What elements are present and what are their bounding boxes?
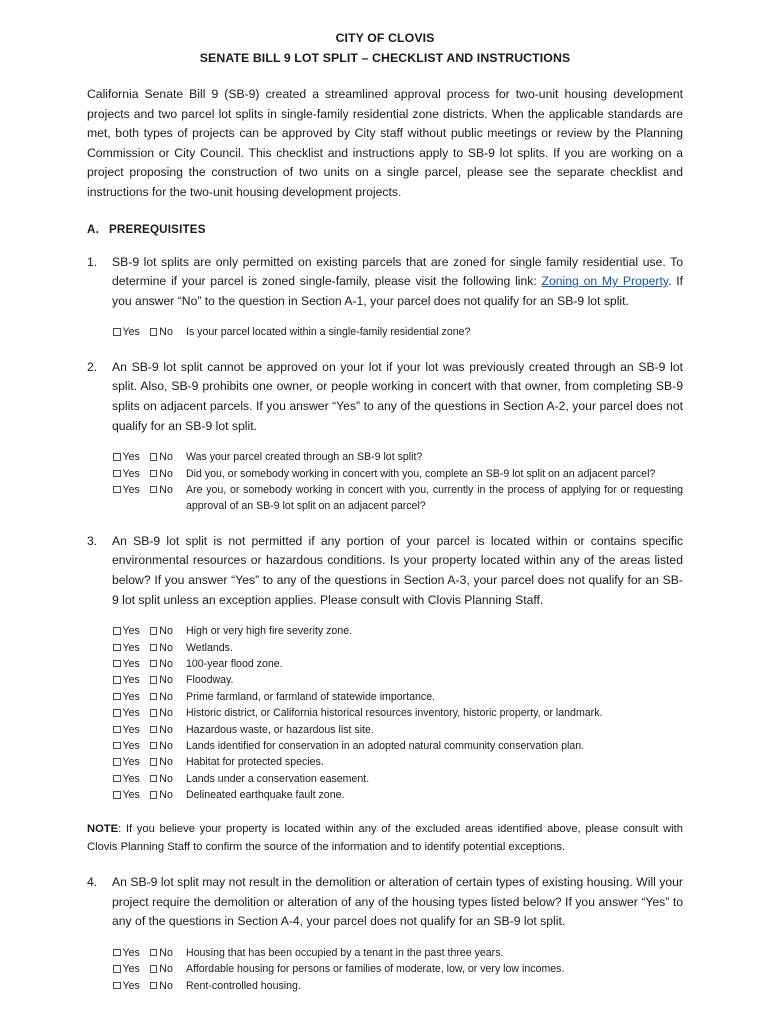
question-row (113, 738, 683, 754)
checkbox-no-label: No (159, 979, 173, 992)
question-row (113, 656, 683, 672)
checkbox-no-label: No (159, 789, 173, 802)
checkbox-yes-icon[interactable] (113, 775, 121, 783)
checkbox-option-no[interactable] (150, 326, 173, 338)
checkbox-option-yes[interactable] (113, 947, 140, 959)
checkbox-yes-label: Yes (122, 946, 140, 959)
checkbox-yes-label: Yes (122, 707, 140, 720)
item-1-body (112, 253, 683, 312)
question-text: Hazardous waste, or hazardous list site. (186, 723, 374, 736)
checkbox-yes-label: Yes (122, 739, 140, 752)
checkbox-yes-icon[interactable] (113, 982, 121, 990)
checkbox-option-no[interactable] (150, 980, 173, 992)
checkbox-no-label: No (159, 946, 173, 959)
checkbox-yes-label: Yes (122, 467, 140, 480)
checkbox-option-yes[interactable] (113, 724, 140, 736)
checkbox-no-icon[interactable] (150, 660, 158, 668)
item-1-text-before-link: SB-9 lot splits are only permitted on existing parcels that are zoned for single family residential use. To determine if your parcel is zoned single-family, please visit the following link: (112, 254, 683, 289)
checkbox-yes-icon[interactable] (113, 693, 121, 701)
checkbox-group (113, 978, 173, 994)
checkbox-option-yes[interactable] (113, 707, 140, 719)
checkbox-group (113, 482, 173, 498)
checkbox-yes-label: Yes (122, 326, 140, 339)
numbered-item-2 (87, 358, 683, 436)
checkbox-yes-icon[interactable] (113, 949, 121, 957)
question-text: Rent-controlled housing. (186, 979, 301, 992)
checkbox-no-label: No (159, 625, 173, 638)
checkbox-no-label: No (159, 690, 173, 703)
checkbox-no-label: No (159, 467, 173, 480)
checkbox-no-label: No (159, 483, 173, 496)
question-list-a4 (87, 945, 683, 994)
checkbox-yes-label: Yes (122, 657, 140, 670)
checkbox-option-yes[interactable] (113, 468, 140, 480)
checkbox-no-icon[interactable] (150, 758, 158, 766)
item-1-text-after-link: . If you answer “No” to the question in Section A-1, your parcel does not qualify for an SB-9 lot split. (112, 274, 684, 308)
checkbox-no-icon[interactable] (150, 627, 158, 635)
checkbox-no-icon[interactable] (150, 676, 158, 684)
checkbox-no-icon[interactable] (150, 328, 158, 336)
checkbox-no-icon[interactable] (150, 486, 158, 494)
checkbox-yes-label: Yes (122, 625, 140, 638)
intro-paragraph: California Senate Bill 9 (SB-9) created a streamlined approval process for two-unit housing development projects and two parcel lot splits in single-family residential zone districts. When the applicable standards are met, both types of projects can be approved by City staff without public meetings or review by the Planning Commission or City Council. This checklist and instructions apply to SB-9 lot splits. If you are working on a project proposing the construction of two units on a single parcel, please see the separate checklist and instructions for the two-unit housing development projects. (87, 87, 683, 199)
checkbox-yes-icon[interactable] (113, 791, 121, 799)
checkbox-group (113, 945, 173, 961)
question-text: Lands under a conservation easement. (186, 772, 370, 785)
checkbox-no-icon[interactable] (150, 775, 158, 783)
question-row (113, 754, 683, 770)
question-row (113, 324, 683, 340)
checkbox-no-icon[interactable] (150, 949, 158, 957)
question-text: Was your parcel created through an SB-9 lot split? (186, 451, 423, 464)
question-row (113, 722, 683, 738)
checkbox-no-label: No (159, 326, 173, 339)
checkbox-no-icon[interactable] (150, 693, 158, 701)
checkbox-group (113, 689, 173, 705)
checkbox-no-icon[interactable] (150, 644, 158, 652)
checkbox-no-label: No (159, 451, 173, 464)
checkbox-option-yes[interactable] (113, 756, 140, 768)
checkbox-option-yes[interactable] (113, 740, 140, 752)
checkbox-option-no[interactable] (150, 658, 173, 670)
checkbox-group (113, 771, 173, 787)
checkbox-yes-icon[interactable] (113, 470, 121, 478)
item-number-1: 1. (87, 254, 98, 269)
checkbox-group (113, 640, 173, 656)
checkbox-no-icon[interactable] (150, 726, 158, 734)
checkbox-yes-label: Yes (122, 483, 140, 496)
checkbox-yes-icon[interactable] (113, 644, 121, 652)
checkbox-option-yes[interactable] (113, 625, 140, 637)
checkbox-option-yes[interactable] (113, 451, 140, 463)
checkbox-yes-icon[interactable] (113, 726, 121, 734)
question-text: Habitat for protected species. (186, 756, 324, 769)
item-number-4: 4. (87, 875, 98, 889)
numbered-item-1 (87, 253, 683, 312)
question-list-a1 (87, 324, 683, 340)
checkbox-yes-icon[interactable] (113, 453, 121, 461)
question-row (113, 705, 683, 721)
note-text: : If you believe your property is located within any of the excluded areas identified above, please consult with Clovis Planning Staff to confirm the source of the information and to identify potential exceptions. (87, 822, 683, 853)
checkbox-option-no[interactable] (150, 789, 173, 801)
checkbox-yes-label: Yes (122, 641, 140, 654)
checkbox-no-icon[interactable] (150, 709, 158, 717)
question-text: Floodway. (186, 674, 234, 687)
checkbox-yes-icon[interactable] (113, 676, 121, 684)
question-row (113, 640, 683, 656)
section-letter: A. (87, 222, 99, 236)
question-list-a2 (87, 449, 683, 515)
checkbox-option-no[interactable] (150, 451, 173, 463)
question-row (113, 961, 683, 977)
checkbox-group (113, 961, 173, 977)
item-4-body: An SB-9 lot split may not result in the demolition or alteration of certain types of existing housing. Will your project require the demolition or alteration of any of the housing types listed below? If you answer “Yes” to any of the questions in Section A-4, your parcel does not qualify for an SB-9 lot split. (112, 875, 683, 929)
question-text: Wetlands. (186, 641, 233, 654)
page-title-subject: SENATE BILL 9 LOT SPLIT – CHECKLIST AND INSTRUCTIONS (199, 51, 571, 65)
checkbox-no-icon[interactable] (150, 982, 158, 990)
checkbox-yes-label: Yes (122, 674, 140, 687)
checkbox-group (113, 672, 173, 688)
checkbox-group (113, 324, 173, 340)
question-text: Delineated earthquake fault zone. (186, 789, 345, 802)
checkbox-yes-icon[interactable] (113, 486, 121, 494)
question-row (113, 787, 683, 803)
item-3-body: An SB-9 lot split is not permitted if any portion of your parcel is located within or contains specific environmental resources or hazardous conditions. Is your property located within any of the areas listed below? If you answer “Yes” to any of the questions in Section A-3, your parcel does not qualify for an SB-9 lot split unless an exception applies. Please consult with Clovis Planning Staff. (112, 533, 683, 607)
checkbox-group (113, 754, 173, 770)
checkbox-group (113, 656, 173, 672)
item-number-2: 2. (87, 359, 98, 374)
checkbox-option-yes[interactable] (113, 674, 140, 686)
checkbox-yes-icon[interactable] (113, 627, 121, 635)
checkbox-no-label: No (159, 772, 173, 785)
question-text: Prime farmland, or farmland of statewide importance. (186, 690, 436, 703)
question-row (113, 978, 683, 994)
checkbox-option-no[interactable] (150, 740, 173, 752)
question-row (113, 482, 683, 515)
checkbox-no-icon[interactable] (150, 470, 158, 478)
checkbox-option-yes[interactable] (113, 691, 140, 703)
checkbox-option-yes[interactable] (113, 326, 140, 338)
section-title: PREREQUISITES (109, 222, 206, 236)
question-text: Are you, or somebody working in concert with you, currently in the process of applying for or requesting approval of an SB-9 lot split on an adjacent parcel? (186, 483, 683, 513)
checkbox-yes-label: Yes (122, 451, 140, 464)
question-text: Lands identified for conservation in an adopted natural community conservation plan. (186, 739, 585, 752)
checkbox-option-yes[interactable] (113, 773, 140, 785)
question-row (113, 689, 683, 705)
checkbox-yes-icon[interactable] (113, 965, 121, 973)
checkbox-group (113, 705, 173, 721)
checkbox-group (113, 466, 173, 482)
question-text: Housing that has been occupied by a tenant in the past three years. (186, 946, 504, 959)
checkbox-yes-label: Yes (122, 979, 140, 992)
checkbox-option-no[interactable] (150, 674, 173, 686)
checkbox-group (113, 722, 173, 738)
checkbox-no-label: No (159, 657, 173, 670)
checkbox-no-label: No (159, 641, 173, 654)
checkbox-yes-label: Yes (122, 690, 140, 703)
checkbox-option-yes[interactable] (113, 789, 140, 801)
question-row (113, 672, 683, 688)
checkbox-yes-label: Yes (122, 789, 140, 802)
checkbox-yes-icon[interactable] (113, 709, 121, 717)
checkbox-no-icon[interactable] (150, 742, 158, 750)
checkbox-option-yes[interactable] (113, 963, 140, 975)
checkbox-yes-icon[interactable] (113, 328, 121, 336)
question-text: Historic district, or California historical resources inventory, historic property, or landmark. (186, 707, 603, 720)
checkbox-option-no[interactable] (150, 642, 173, 654)
zoning-on-my-property-link[interactable]: Zoning on My Property (541, 274, 669, 289)
checkbox-option-no[interactable] (150, 625, 173, 637)
checkbox-option-no[interactable] (150, 947, 173, 959)
checkbox-yes-icon[interactable] (113, 660, 121, 668)
checkbox-no-icon[interactable] (150, 453, 158, 461)
note-label: NOTE (87, 822, 119, 835)
checkbox-group (113, 623, 173, 639)
question-text: Is your parcel located within a single-family residential zone? (186, 326, 471, 339)
question-row (113, 466, 683, 482)
item-2-body: An SB-9 lot split cannot be approved on your lot if your lot was previously created through an SB-9 lot split. Also, SB-9 prohibits one owner, or people working in concert with that owner, from completing SB-9 splits on adjacent parcels. If you answer “Yes” to any of the questions in Section A-2, your parcel does not qualify for an SB-9 lot split. (112, 359, 683, 433)
checkbox-no-label: No (159, 723, 173, 736)
checkbox-option-no[interactable] (150, 963, 173, 975)
question-list-a3 (87, 623, 683, 803)
section-heading-prerequisites (87, 223, 683, 236)
checkbox-option-no[interactable] (150, 484, 173, 496)
checkbox-group (113, 449, 173, 465)
checkbox-yes-label: Yes (122, 963, 140, 976)
page-title-city: CITY OF CLOVIS (335, 31, 435, 45)
numbered-item-4 (87, 873, 683, 932)
checkbox-no-label: No (159, 674, 173, 687)
question-row (113, 945, 683, 961)
checkbox-option-yes[interactable] (113, 980, 140, 992)
checkbox-no-label: No (159, 707, 173, 720)
checkbox-group (113, 787, 173, 803)
checkbox-yes-label: Yes (122, 723, 140, 736)
checkbox-option-yes[interactable] (113, 484, 140, 496)
checkbox-no-label: No (159, 963, 173, 976)
question-row (113, 449, 683, 465)
checkbox-option-no[interactable] (150, 468, 173, 480)
checkbox-option-no[interactable] (150, 707, 173, 719)
question-row (113, 771, 683, 787)
checkbox-option-yes[interactable] (113, 642, 140, 654)
question-text: Affordable housing for persons or families of moderate, low, or very low incomes. (186, 963, 565, 976)
checkbox-no-label: No (159, 756, 173, 769)
item-number-3: 3. (87, 533, 98, 548)
checkbox-option-no[interactable] (150, 773, 173, 785)
checkbox-yes-icon[interactable] (113, 758, 121, 766)
checkbox-option-no[interactable] (150, 756, 173, 768)
question-text: 100-year flood zone. (186, 657, 283, 670)
checkbox-yes-label: Yes (122, 772, 140, 785)
checkbox-no-icon[interactable] (150, 791, 158, 799)
checkbox-group (113, 738, 173, 754)
checkbox-option-no[interactable] (150, 724, 173, 736)
question-row (113, 623, 683, 639)
checkbox-no-icon[interactable] (150, 965, 158, 973)
checkbox-option-yes[interactable] (113, 658, 140, 670)
question-text: Did you, or somebody working in concert with you, complete an SB-9 lot split on an adjacent parcel? (186, 467, 656, 480)
checkbox-option-no[interactable] (150, 691, 173, 703)
checkbox-no-label: No (159, 739, 173, 752)
numbered-item-3 (87, 532, 683, 610)
question-text: High or very high fire severity zone. (186, 625, 353, 638)
checkbox-yes-label: Yes (122, 756, 140, 769)
checkbox-yes-icon[interactable] (113, 742, 121, 750)
note-paragraph (87, 820, 683, 856)
